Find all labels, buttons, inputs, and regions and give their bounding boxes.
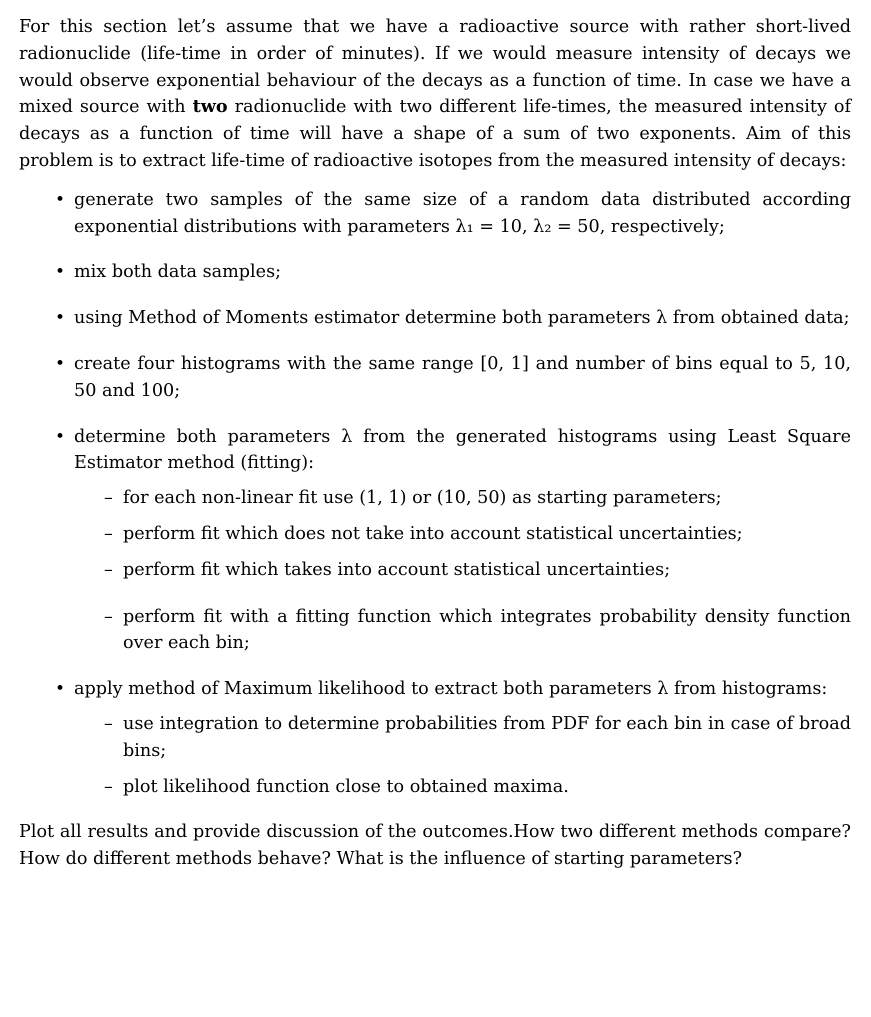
- task-text: determine both parameters λ from the generated histograms using Least Square Estimator method (fitting):: [74, 426, 851, 474]
- subtask-item: [74, 485, 851, 512]
- dash-icon: –: [104, 523, 113, 544]
- subtask-text: perform fit with a fitting function which integrates probability density function over each bin;: [123, 606, 851, 654]
- task-text: create four histograms with the same range [0, 1] and number of bins equal to 5, 10, 50 and 100;: [74, 353, 851, 401]
- dash-icon: –: [104, 559, 113, 580]
- task-item-maximum-likelihood: [19, 676, 851, 800]
- subtask-item: [74, 604, 851, 658]
- intro-paragraph: [19, 14, 851, 175]
- task-item-method-of-moments: [19, 305, 851, 332]
- task-item-generate-samples: [19, 187, 851, 241]
- dash-icon: –: [104, 776, 113, 797]
- task-text: generate two samples of the same size of a random data distributed according exponential distributions with parameters λ₁ = 10, λ₂ = 50, respectively;: [74, 189, 851, 237]
- subtask-text: perform fit which takes into account statistical uncertainties;: [123, 559, 671, 580]
- task-item-histograms: [19, 351, 851, 405]
- bullet-icon: •: [55, 262, 66, 283]
- bullet-icon: •: [55, 679, 66, 700]
- bullet-icon: •: [55, 308, 66, 329]
- bullet-icon: •: [55, 426, 66, 447]
- task-list: [19, 187, 851, 801]
- intro-text-part1: For this section let’s assume that we have a radioactive source with rather short-lived radionuclide (life-time in order of minutes). If we would measure intensity of decays we would observe exponential behaviour of the decays as a function of time. In case we have a mixed source with: [19, 17, 851, 118]
- maximum-likelihood-subtasks: [74, 711, 851, 800]
- subtask-text: plot likelihood function close to obtained maxima.: [123, 776, 569, 797]
- dash-icon: –: [104, 713, 113, 734]
- intro-text-part2: radionuclide with two different life-times, the measured intensity of decays as a function of time will have a shape of a sum of two exponents. Aim of this problem is to extract life-time of radioactive isotopes from the measured intensity of decays:: [19, 97, 851, 171]
- task-item-least-squares: [19, 424, 851, 658]
- subtask-item: [74, 521, 851, 548]
- least-squares-subtasks: [74, 485, 851, 657]
- dash-icon: –: [104, 606, 113, 627]
- task-text: using Method of Moments estimator determine both parameters λ from obtained data;: [74, 308, 850, 329]
- bullet-icon: •: [55, 353, 66, 374]
- subtask-item: [74, 774, 851, 801]
- subtask-text: use integration to determine probabilities from PDF for each bin in case of broad bins;: [123, 713, 851, 761]
- intro-bold-two: two: [192, 96, 228, 118]
- subtask-item: [74, 557, 851, 584]
- task-text: apply method of Maximum likelihood to extract both parameters λ from histograms:: [74, 679, 828, 700]
- task-text: mix both data samples;: [74, 262, 282, 283]
- subtask-text: for each non-linear fit use (1, 1) or (10, 50) as starting parameters;: [123, 488, 722, 509]
- task-item-mix-samples: [19, 259, 851, 286]
- dash-icon: –: [104, 488, 113, 509]
- subtask-item: [74, 711, 851, 765]
- document-page: [19, 14, 851, 873]
- subtask-text: perform fit which does not take into account statistical uncertainties;: [123, 523, 743, 544]
- closing-paragraph: Plot all results and provide discussion of the outcomes.How two different methods compare? How do different methods behave? What is the influence of starting parameters?: [19, 822, 851, 870]
- bullet-icon: •: [55, 189, 66, 210]
